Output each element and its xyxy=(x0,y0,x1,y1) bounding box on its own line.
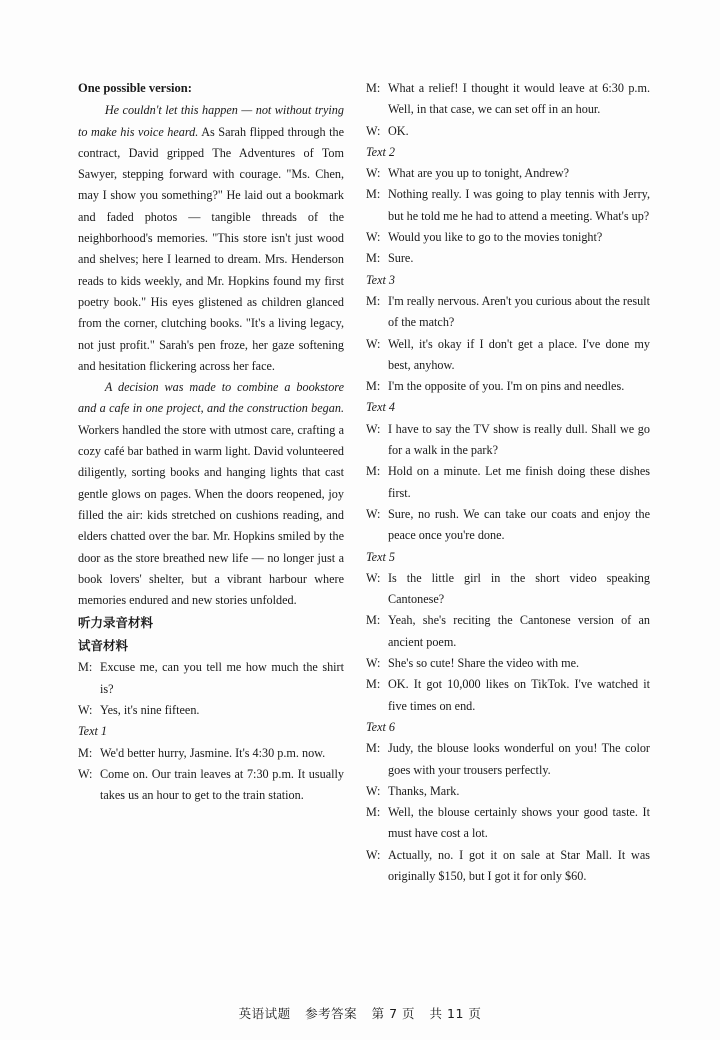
essay-heading: One possible version: xyxy=(78,81,192,95)
footer-subject: 英语试题 xyxy=(238,1006,291,1021)
text-1-label: Text 1 xyxy=(78,724,108,739)
speaker-label: M: xyxy=(366,677,381,692)
dialogue-line xyxy=(366,163,650,184)
essay-paragraph-2-lead: A decision was made to combine a bookstore and a cafe in one project, and the construction began. xyxy=(78,380,344,416)
dialogue-line xyxy=(78,700,344,721)
speaker-label: M: xyxy=(366,613,381,628)
utterance: OK. It got 10,000 likes on TikTok. I've watched it five times on end. xyxy=(388,677,650,713)
dialogue-line xyxy=(366,610,650,653)
utterance: I have to say the TV show is really dull. Shall we go for a walk in the park? xyxy=(388,421,650,458)
dialogue-line xyxy=(366,184,650,227)
utterance: What a relief! I thought it would leave at 6:30 p.m. Well, in that case, we can set off in an hour. xyxy=(388,81,650,117)
dialogue-line xyxy=(366,419,650,462)
speaker-label: W: xyxy=(366,783,381,798)
text-4-label: Text 4 xyxy=(366,400,396,415)
essay-paragraph-2-body: Workers handled the store with utmost care, crafting a cozy café bar bathed in warm light. David volunteered diligently, sorting books and hanging lights that cast gentle glows on pages. When the doors reopened, joy filled the air: kids stretched on cushions reading, and elders chatted over the bar. Mr. Hopkins smiled by the door as the store breathed new life — no longer just a book lovers' shelter, but a vibrant harbour where memories endured and new stories unfolded. xyxy=(78,422,344,608)
dialogue-line xyxy=(366,653,650,674)
dialogue-line xyxy=(366,334,650,377)
dialogue-line xyxy=(366,248,650,269)
utterance: Well, it's okay if I don't get a place. I've done my best, anyhow. xyxy=(388,336,650,372)
speaker-label: W: xyxy=(366,847,381,862)
dialogue-line xyxy=(366,376,650,397)
speaker-label: W: xyxy=(366,123,381,138)
speaker-label: W: xyxy=(78,766,93,781)
essay-paragraph-1 xyxy=(78,100,344,377)
utterance: We'd better hurry, Jasmine. It's 4:30 p.m. now. xyxy=(100,745,326,760)
utterance: Yeah, she's reciting the Cantonese version of an ancient poem. xyxy=(388,613,650,649)
speaker-label: M: xyxy=(78,745,93,760)
dialogue-line xyxy=(366,568,650,611)
trial-heading: 试音材料 xyxy=(78,638,129,654)
dialogue-line xyxy=(366,121,650,142)
speaker-label: M: xyxy=(366,187,381,202)
utterance: Sure. xyxy=(388,251,414,266)
footer-page-total: 共 11 页 xyxy=(429,1006,482,1021)
utterance: Would you like to go to the movies tonight? xyxy=(388,230,603,245)
dialogue-line xyxy=(366,738,650,781)
footer-page-number: 第 7 页 xyxy=(371,1006,416,1021)
utterance: Excuse me, can you tell me how much the shirt is? xyxy=(100,660,344,696)
speaker-label: M: xyxy=(78,660,93,675)
utterance: I'm really nervous. Aren't you curious about the result of the match? xyxy=(388,293,650,330)
speaker-label: W: xyxy=(366,166,381,181)
text-5-label: Text 5 xyxy=(366,549,396,564)
speaker-label: W: xyxy=(366,656,381,671)
speaker-label: W: xyxy=(366,421,381,436)
utterance: I'm the opposite of you. I'm on pins and needles. xyxy=(388,379,625,394)
dialogue-line xyxy=(78,657,344,700)
speaker-label: M: xyxy=(366,379,381,394)
speaker-label: W: xyxy=(366,506,381,521)
utterance: She's so cute! Share the video with me. xyxy=(388,656,580,671)
utterance: Thanks, Mark. xyxy=(388,783,460,798)
utterance: Hold on a minute. Let me finish doing these dishes first. xyxy=(388,464,650,500)
speaker-label: W: xyxy=(366,230,381,245)
dialogue-line xyxy=(366,781,650,802)
dialogue-line xyxy=(366,461,650,504)
text-6-label: Text 6 xyxy=(366,719,396,734)
text-2-label: Text 2 xyxy=(366,144,396,159)
dialogue-line xyxy=(78,764,344,807)
dialogue-line xyxy=(366,504,650,547)
speaker-label: M: xyxy=(366,293,381,308)
utterance: Nothing really. I was going to play tennis with Jerry, but he told me he had to attend a meeting. What's up? xyxy=(388,187,650,223)
speaker-label: W: xyxy=(366,336,381,351)
dialogue-line xyxy=(366,291,650,334)
left-column xyxy=(78,78,344,807)
dialogue-line xyxy=(78,743,344,764)
dialogue-line xyxy=(366,845,650,888)
utterance: Come on. Our train leaves at 7:30 p.m. It usually takes us an hour to get to the train station. xyxy=(100,766,344,803)
text-3-label: Text 3 xyxy=(366,272,396,287)
page-footer xyxy=(0,1004,720,1022)
utterance: Judy, the blouse looks wonderful on you! The color goes with your trousers perfectly. xyxy=(388,741,650,777)
speaker-label: M: xyxy=(366,741,381,756)
utterance: Yes, it's nine fifteen. xyxy=(100,703,200,718)
dialogue-line xyxy=(366,802,650,845)
speaker-label: M: xyxy=(366,464,381,479)
right-column xyxy=(366,78,650,887)
utterance: OK. xyxy=(388,123,409,138)
utterance: Sure, no rush. We can take our coats and enjoy the peace once you're done. xyxy=(388,506,650,543)
essay-paragraph-1-lead: He couldn't let this happen — not without trying to make his voice heard. xyxy=(78,103,344,139)
utterance: Is the little girl in the short video speaking Cantonese? xyxy=(388,570,650,607)
utterance: Actually, no. I got it on sale at Star Mall. It was originally $150, but I got it for only $60. xyxy=(388,847,650,883)
speaker-label: M: xyxy=(366,81,381,95)
speaker-label: W: xyxy=(366,570,381,585)
utterance: Well, the blouse certainly shows your good taste. It must have cost a lot. xyxy=(388,805,650,841)
essay-paragraph-1-body: As Sarah flipped through the contract, David gripped The Adventures of Tom Sawyer, stepping forward with courage. "Ms. Chen, may I show you something?" He laid out a bookmark and faded photos — tangible threads of the neighborhood's memories. "This store isn't just wood and shelves; here I learned to dream. Mrs. Henderson reads to kids weekly, and Mr. Hopkins found my first poetry book." His eyes glistened as children glanced from the corner, clutching books. "It's a living legacy, not just profit." Sarah's pen froze, her gaze softening and hesitation flickering across her face. xyxy=(78,124,344,373)
dialogue-line xyxy=(366,227,650,248)
listening-heading: 听力录音材料 xyxy=(78,615,154,631)
dialogue-line xyxy=(366,674,650,717)
speaker-label: M: xyxy=(366,805,381,820)
dialogue-line xyxy=(366,78,650,121)
footer-answer-label: 参考答案 xyxy=(305,1006,358,1021)
speaker-label: M: xyxy=(366,251,381,266)
speaker-label: W: xyxy=(78,703,93,718)
essay-paragraph-2 xyxy=(78,377,344,611)
utterance: What are you up to tonight, Andrew? xyxy=(388,166,570,181)
